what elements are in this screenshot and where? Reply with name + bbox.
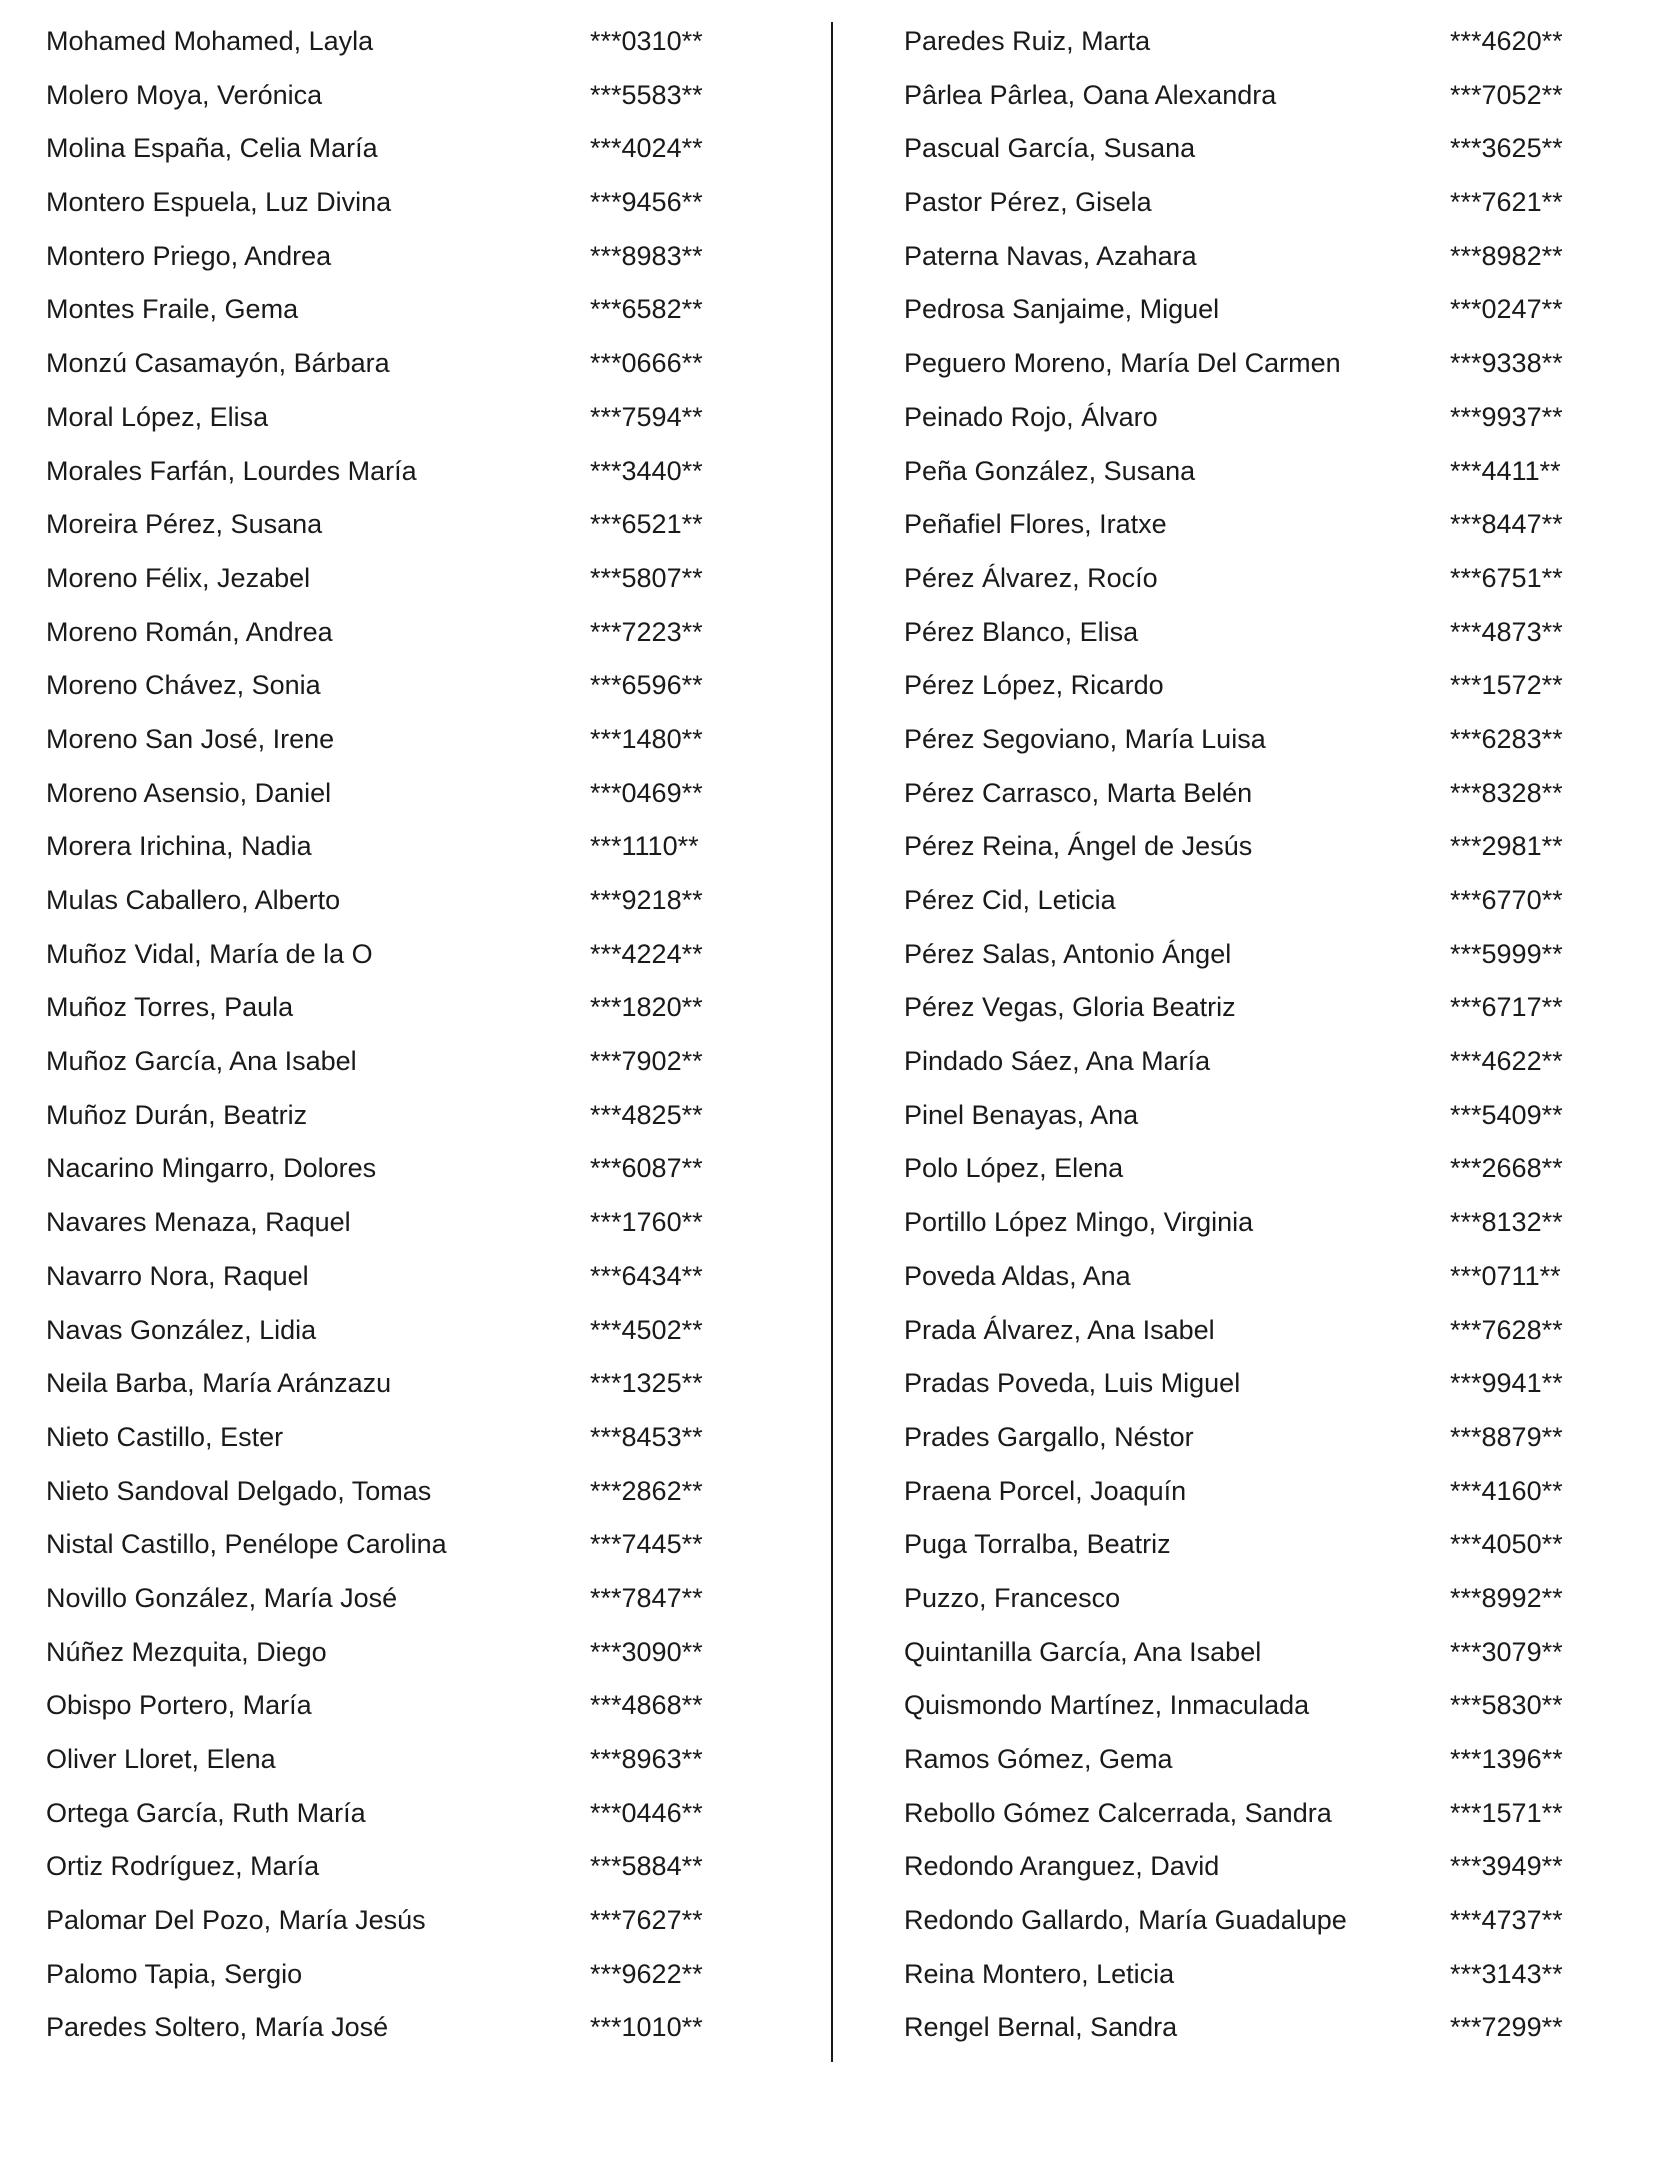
- list-item: [904, 448, 1604, 502]
- person-name: Pedrosa Sanjaime, Miguel: [904, 294, 1220, 325]
- masked-id: ***4502**: [590, 1314, 703, 1345]
- person-name: Navares Menaza, Raquel: [46, 1207, 351, 1238]
- person-name: Polo López, Elena: [904, 1153, 1124, 1184]
- masked-id: ***6521**: [590, 509, 703, 540]
- masked-id: ***3625**: [1450, 133, 1563, 164]
- list-item: [904, 1790, 1604, 1844]
- list-item: [904, 1092, 1604, 1146]
- masked-id: ***7847**: [590, 1582, 703, 1613]
- list-item: [46, 662, 726, 716]
- masked-id: ***7902**: [590, 1046, 703, 1077]
- person-name: Muñoz Vidal, María de la O: [46, 938, 373, 969]
- masked-id: ***8982**: [1450, 240, 1563, 271]
- masked-id: ***2668**: [1450, 1153, 1563, 1184]
- masked-id: ***8983**: [590, 240, 703, 271]
- list-item: [46, 1145, 726, 1199]
- masked-id: ***5807**: [590, 562, 703, 593]
- list-item: [46, 1253, 726, 1307]
- list-item: [904, 2004, 1604, 2058]
- person-name: Peñafiel Flores, Iratxe: [904, 509, 1167, 540]
- list-item: [904, 609, 1604, 663]
- masked-id: ***7594**: [590, 401, 703, 432]
- person-name: Paterna Navas, Azahara: [904, 240, 1197, 271]
- person-name: Redondo Aranguez, David: [904, 1851, 1220, 1882]
- person-name: Molero Moya, Verónica: [46, 79, 323, 110]
- masked-id: ***1110**: [590, 831, 699, 862]
- list-item: [904, 877, 1604, 931]
- list-item: [46, 555, 726, 609]
- masked-id: ***9218**: [590, 885, 703, 915]
- person-name: Rebollo Gómez Calcerrada, Sandra: [904, 1797, 1332, 1828]
- right-column-list: [904, 18, 1604, 2058]
- column-divider: [831, 22, 833, 2062]
- list-item: [904, 340, 1604, 394]
- person-name: Peinado Rojo, Álvaro: [904, 401, 1158, 432]
- masked-id: ***1571**: [1450, 1797, 1563, 1828]
- masked-id: ***0469**: [590, 777, 703, 808]
- list-item: [46, 1038, 726, 1092]
- list-item: [46, 286, 726, 340]
- masked-id: ***4620**: [1450, 26, 1563, 56]
- masked-id: ***6283**: [1450, 723, 1563, 754]
- masked-id: ***4160**: [1450, 1475, 1563, 1506]
- list-item: [46, 1521, 726, 1575]
- masked-id: ***9456**: [590, 187, 703, 218]
- person-name: Moreno Félix, Jezabel: [46, 562, 311, 593]
- list-item: [904, 125, 1604, 179]
- masked-id: ***4868**: [590, 1690, 703, 1721]
- masked-id: ***6582**: [590, 294, 703, 325]
- masked-id: ***0711**: [1450, 1260, 1561, 1291]
- person-name: Paredes Ruiz, Marta: [904, 26, 1151, 56]
- list-item: [904, 394, 1604, 448]
- masked-id: ***8992**: [1450, 1582, 1563, 1613]
- person-name: Reina Montero, Leticia: [904, 1958, 1175, 1989]
- person-name: Pinel Benayas, Ana: [904, 1099, 1139, 1130]
- list-item: [46, 233, 726, 287]
- person-name: Navas González, Lidia: [46, 1314, 317, 1345]
- masked-id: ***8879**: [1450, 1421, 1563, 1452]
- person-name: Pérez Cid, Leticia: [904, 885, 1116, 915]
- list-item: [904, 233, 1604, 287]
- person-name: Puzzo, Francesco: [904, 1582, 1121, 1613]
- list-item: [904, 1038, 1604, 1092]
- masked-id: ***8328**: [1450, 777, 1563, 808]
- person-name: Peguero Moreno, María Del Carmen: [904, 348, 1341, 379]
- person-name: Moral López, Elisa: [46, 401, 269, 432]
- person-name: Montero Priego, Andrea: [46, 240, 332, 271]
- list-item: [46, 1897, 726, 1951]
- person-name: Redondo Gallardo, María Guadalupe: [904, 1905, 1347, 1936]
- person-name: Palomar Del Pozo, María Jesús: [46, 1905, 426, 1936]
- list-item: [46, 1682, 726, 1736]
- masked-id: ***5999**: [1450, 938, 1563, 969]
- masked-id: ***4737**: [1450, 1905, 1563, 1936]
- list-item: [904, 662, 1604, 716]
- list-item: [904, 931, 1604, 985]
- list-item: [904, 1468, 1604, 1522]
- list-item: [904, 1843, 1604, 1897]
- masked-id: ***7628**: [1450, 1314, 1563, 1345]
- masked-id: ***9622**: [590, 1958, 703, 1989]
- masked-id: ***0310**: [590, 26, 703, 56]
- list-item: [46, 448, 726, 502]
- person-name: Pindado Sáez, Ana María: [904, 1046, 1211, 1077]
- masked-id: ***1396**: [1450, 1744, 1563, 1774]
- person-name: Nieto Sandoval Delgado, Tomas: [46, 1475, 432, 1506]
- list-item: [904, 1199, 1604, 1253]
- person-name: Mulas Caballero, Alberto: [46, 885, 341, 915]
- masked-id: ***7299**: [1450, 2012, 1563, 2043]
- list-item: [904, 1897, 1604, 1951]
- person-name: Pérez Álvarez, Rocío: [904, 562, 1158, 593]
- person-name: Moreno Román, Andrea: [46, 616, 333, 647]
- list-item: [46, 340, 726, 394]
- person-name: Muñoz Torres, Paula: [46, 992, 294, 1023]
- masked-id: ***4873**: [1450, 616, 1563, 647]
- list-item: [904, 1736, 1604, 1790]
- list-item: [46, 1629, 726, 1683]
- list-item: [46, 877, 726, 931]
- person-name: Pérez López, Ricardo: [904, 670, 1164, 701]
- masked-id: ***3079**: [1450, 1636, 1563, 1667]
- list-item: [904, 1253, 1604, 1307]
- person-name: Rengel Bernal, Sandra: [904, 2012, 1178, 2043]
- list-item: [46, 1092, 726, 1146]
- masked-id: ***5884**: [590, 1851, 703, 1882]
- person-name: Peña González, Susana: [904, 455, 1196, 486]
- masked-id: ***6717**: [1450, 992, 1563, 1023]
- person-name: Puga Torralba, Beatriz: [904, 1529, 1171, 1560]
- masked-id: ***1760**: [590, 1207, 703, 1238]
- person-name: Ortiz Rodríguez, María: [46, 1851, 320, 1882]
- masked-id: ***8963**: [590, 1744, 703, 1774]
- masked-id: ***1010**: [590, 2012, 703, 2043]
- masked-id: ***7052**: [1450, 79, 1563, 110]
- masked-id: ***6751**: [1450, 562, 1563, 593]
- person-name: Poveda Aldas, Ana: [904, 1260, 1131, 1291]
- masked-id: ***2862**: [590, 1475, 703, 1506]
- masked-id: ***8447**: [1450, 509, 1563, 540]
- person-name: Moreno Chávez, Sonia: [46, 670, 321, 701]
- person-name: Pérez Salas, Antonio Ángel: [904, 938, 1232, 969]
- person-name: Montes Fraile, Gema: [46, 294, 299, 325]
- list-item: [46, 179, 726, 233]
- masked-id: ***7445**: [590, 1529, 703, 1560]
- list-item: [46, 1307, 726, 1361]
- masked-id: ***8453**: [590, 1421, 703, 1452]
- person-name: Portillo López Mingo, Virginia: [904, 1207, 1254, 1238]
- person-name: Nacarino Mingarro, Dolores: [46, 1153, 377, 1184]
- list-item: [904, 984, 1604, 1038]
- person-name: Neila Barba, María Aránzazu: [46, 1368, 392, 1399]
- list-item: [46, 1736, 726, 1790]
- masked-id: ***4622**: [1450, 1046, 1563, 1077]
- masked-id: ***1572**: [1450, 670, 1563, 701]
- list-item: [46, 125, 726, 179]
- person-name: Ramos Gómez, Gema: [904, 1744, 1173, 1774]
- person-name: Pastor Pérez, Gisela: [904, 187, 1152, 218]
- masked-id: ***4411**: [1450, 455, 1561, 486]
- list-item: [46, 1199, 726, 1253]
- list-item: [904, 179, 1604, 233]
- person-name: Prades Gargallo, Néstor: [904, 1421, 1194, 1452]
- person-name: Pascual García, Susana: [904, 133, 1196, 164]
- masked-id: ***3143**: [1450, 1958, 1563, 1989]
- masked-id: ***7223**: [590, 616, 703, 647]
- list-item: [46, 2004, 726, 2058]
- masked-id: ***3090**: [590, 1636, 703, 1667]
- list-item: [46, 1414, 726, 1468]
- list-item: [46, 823, 726, 877]
- person-name: Quintanilla García, Ana Isabel: [904, 1636, 1262, 1667]
- masked-id: ***1820**: [590, 992, 703, 1023]
- list-item: [904, 501, 1604, 555]
- person-name: Palomo Tapia, Sergio: [46, 1958, 303, 1989]
- list-item: [904, 1629, 1604, 1683]
- person-name: Molina España, Celia María: [46, 133, 378, 164]
- masked-id: ***3440**: [590, 455, 703, 486]
- list-item: [904, 72, 1604, 126]
- person-name: Ortega García, Ruth María: [46, 1797, 366, 1828]
- person-name: Pérez Carrasco, Marta Belén: [904, 777, 1253, 808]
- list-item: [904, 1951, 1604, 2005]
- list-item: [46, 1575, 726, 1629]
- masked-id: ***0446**: [590, 1797, 703, 1828]
- person-name: Novillo González, María José: [46, 1582, 398, 1613]
- list-item: [46, 501, 726, 555]
- person-name: Pârlea Pârlea, Oana Alexandra: [904, 79, 1277, 110]
- person-name: Núñez Mezquita, Diego: [46, 1636, 327, 1667]
- person-name: Moreno San José, Irene: [46, 723, 335, 754]
- masked-id: ***6770**: [1450, 885, 1563, 915]
- masked-id: ***6087**: [590, 1153, 703, 1184]
- masked-id: ***5830**: [1450, 1690, 1563, 1721]
- masked-id: ***1480**: [590, 723, 703, 754]
- masked-id: ***7621**: [1450, 187, 1563, 218]
- list-item: [904, 286, 1604, 340]
- masked-id: ***5583**: [590, 79, 703, 110]
- person-name: Pérez Segoviano, María Luisa: [904, 723, 1266, 754]
- list-item: [46, 1843, 726, 1897]
- list-item: [904, 1521, 1604, 1575]
- list-item: [904, 1360, 1604, 1414]
- person-name: Nieto Castillo, Ester: [46, 1421, 284, 1452]
- left-column-list: [46, 18, 726, 2058]
- person-name: Praena Porcel, Joaquín: [904, 1475, 1187, 1506]
- person-name: Pradas Poveda, Luis Miguel: [904, 1368, 1241, 1399]
- list-item: [46, 18, 726, 72]
- person-name: Pérez Blanco, Elisa: [904, 616, 1139, 647]
- list-item: [904, 555, 1604, 609]
- list-item: [46, 984, 726, 1038]
- list-item: [46, 72, 726, 126]
- list-item: [46, 1951, 726, 2005]
- masked-id: ***4050**: [1450, 1529, 1563, 1560]
- list-item: [46, 394, 726, 448]
- masked-id: ***4224**: [590, 938, 703, 969]
- masked-id: ***2981**: [1450, 831, 1563, 862]
- person-name: Monzú Casamayón, Bárbara: [46, 348, 390, 379]
- list-item: [904, 1307, 1604, 1361]
- masked-id: ***9338**: [1450, 348, 1563, 379]
- masked-id: ***7627**: [590, 1905, 703, 1936]
- person-name: Morales Farfán, Lourdes María: [46, 455, 417, 486]
- masked-id: ***8132**: [1450, 1207, 1563, 1238]
- masked-id: ***6596**: [590, 670, 703, 701]
- person-name: Pérez Reina, Ángel de Jesús: [904, 831, 1253, 862]
- list-item: [904, 18, 1604, 72]
- masked-id: ***6434**: [590, 1260, 703, 1291]
- masked-id: ***9941**: [1450, 1368, 1563, 1399]
- person-name: Muñoz García, Ana Isabel: [46, 1046, 357, 1077]
- list-item: [46, 1790, 726, 1844]
- person-name: Mohamed Mohamed, Layla: [46, 26, 374, 56]
- masked-id: ***0247**: [1450, 294, 1563, 325]
- list-item: [46, 609, 726, 663]
- list-item: [904, 823, 1604, 877]
- person-name: Obispo Portero, María: [46, 1690, 312, 1721]
- person-name: Pérez Vegas, Gloria Beatriz: [904, 992, 1236, 1023]
- list-item: [904, 1575, 1604, 1629]
- person-name: Muñoz Durán, Beatriz: [46, 1099, 308, 1130]
- person-name: Moreira Pérez, Susana: [46, 509, 323, 540]
- list-item: [904, 716, 1604, 770]
- masked-id: ***9937**: [1450, 401, 1563, 432]
- masked-id: ***4825**: [590, 1099, 703, 1130]
- person-name: Nistal Castillo, Penélope Carolina: [46, 1529, 447, 1560]
- person-name: Quismondo Martínez, Inmaculada: [904, 1690, 1310, 1721]
- person-name: Montero Espuela, Luz Divina: [46, 187, 392, 218]
- list-item: [46, 770, 726, 824]
- list-item: [46, 931, 726, 985]
- list-item: [904, 1145, 1604, 1199]
- masked-id: ***1325**: [590, 1368, 703, 1399]
- person-name: Moreno Asensio, Daniel: [46, 777, 332, 808]
- list-item: [46, 1468, 726, 1522]
- masked-id: ***5409**: [1450, 1099, 1563, 1130]
- list-item: [904, 1414, 1604, 1468]
- person-name: Oliver Lloret, Elena: [46, 1744, 276, 1774]
- list-item: [904, 770, 1604, 824]
- list-item: [46, 1360, 726, 1414]
- masked-id: ***3949**: [1450, 1851, 1563, 1882]
- person-name: Paredes Soltero, María José: [46, 2012, 389, 2043]
- person-name: Morera Irichina, Nadia: [46, 831, 312, 862]
- list-item: [904, 1682, 1604, 1736]
- masked-id: ***0666**: [590, 348, 703, 379]
- masked-id: ***4024**: [590, 133, 703, 164]
- list-item: [46, 716, 726, 770]
- person-name: Prada Álvarez, Ana Isabel: [904, 1314, 1215, 1345]
- person-name: Navarro Nora, Raquel: [46, 1260, 309, 1291]
